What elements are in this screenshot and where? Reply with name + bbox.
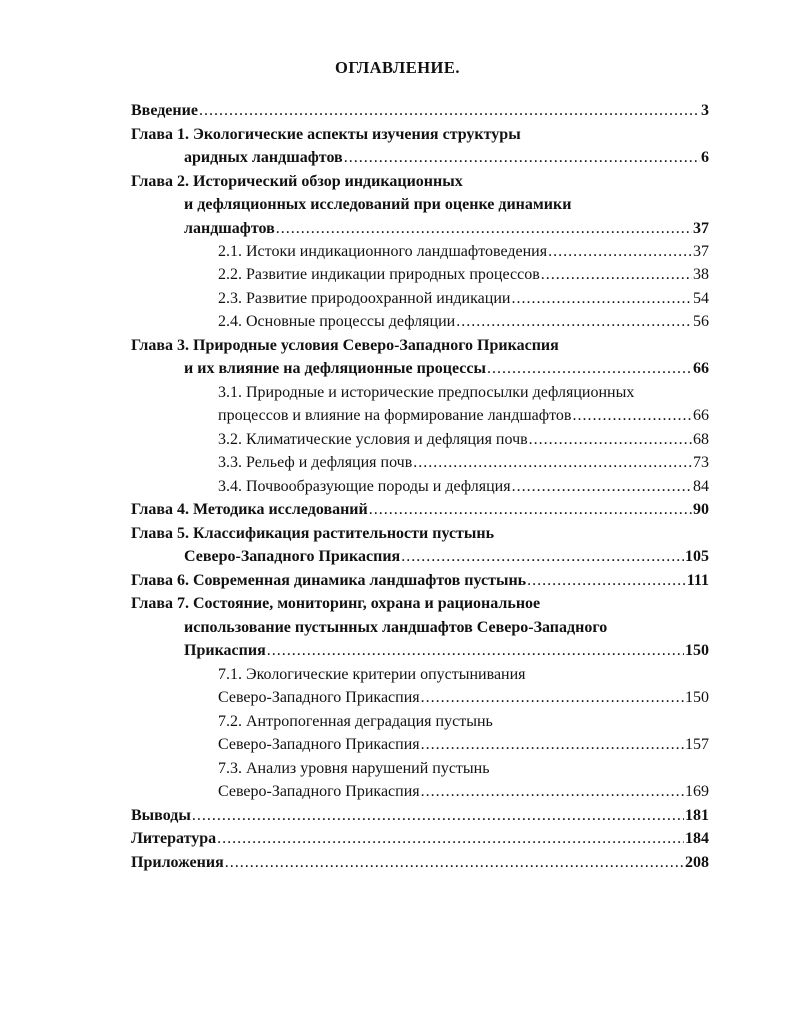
toc-page-number: 150 <box>685 642 709 659</box>
toc-entry-text: 2.1. Истоки индикационного ландшафтоведения <box>218 243 548 260</box>
toc-page-number: 73 <box>693 454 709 471</box>
leader-dots <box>548 241 692 263</box>
leader-dots <box>413 452 692 474</box>
toc-entry-chapter-7 <box>131 593 540 615</box>
toc-entry-text: 2.3. Развитие природоохранной индикации <box>218 290 511 307</box>
toc-entry-chapter-6 <box>131 570 709 592</box>
toc-entry-section-3-4 <box>218 476 709 498</box>
toc-entry-section-7-3-cont <box>218 781 709 803</box>
toc-entry-text: Северо-Западного Прикаспия <box>218 736 420 753</box>
toc-entry-section-3-1-cont <box>218 405 709 427</box>
leader-dots <box>529 429 692 451</box>
toc-page-number: 68 <box>693 431 709 448</box>
toc-entry-section-7-1-cont <box>218 687 709 709</box>
leader-dots <box>512 476 692 498</box>
toc-entry-text: Глава 5. Классификация растительности пустынь <box>131 525 495 542</box>
toc-page-number: 111 <box>686 572 709 589</box>
toc-entry-chapter-2-cont <box>184 194 571 216</box>
page-title: ОГЛАВЛЕНИЕ. <box>334 58 461 77</box>
toc-entry-section-2-1 <box>218 241 709 263</box>
leader-dots <box>456 311 692 333</box>
leader-dots <box>401 546 684 568</box>
toc-page-number: 150 <box>685 689 709 706</box>
toc-entry-text: 3.2. Климатические условия и дефляция почв <box>218 431 528 448</box>
toc-entry-chapter-2 <box>131 171 463 193</box>
toc-page-number: 37 <box>693 220 709 237</box>
toc-entry-text: 7.3. Анализ уровня нарушений пустынь <box>218 760 490 777</box>
toc-entry-text: ландшафтов <box>184 220 275 237</box>
toc-entry-text: использование пустынных ландшафтов Северо-Западного <box>184 619 608 636</box>
toc-entry-text: Приложения <box>131 854 224 871</box>
toc-entry-introduction <box>131 100 709 122</box>
toc-entry-chapter-1 <box>131 124 521 146</box>
leader-dots <box>572 405 692 427</box>
toc-entry-text: 3.3. Рельеф и дефляция почв <box>218 454 413 471</box>
toc-page-number: 37 <box>693 243 709 260</box>
toc-entry-chapter-7-cont <box>184 640 709 662</box>
toc-page-number: 169 <box>685 783 709 800</box>
toc-entry-chapter-7-cont <box>184 617 607 639</box>
leader-dots <box>421 734 684 756</box>
leader-dots <box>344 147 700 169</box>
toc-entry-section-7-1 <box>218 664 526 686</box>
toc-entry-text: 2.4. Основные процессы дефляции <box>218 313 456 330</box>
toc-entry-chapter-5-cont <box>184 546 709 568</box>
toc-entry-text: аридных ландшафтов <box>184 149 343 166</box>
leader-dots <box>217 828 684 850</box>
toc-entry-text: 3.4. Почвообразующие породы и дефляция <box>218 478 511 495</box>
toc-entry-appendices <box>131 852 709 874</box>
toc-page-number: 84 <box>693 478 709 495</box>
toc-entry-text: Введение <box>131 102 198 119</box>
toc-page-number: 157 <box>685 736 709 753</box>
leader-dots <box>225 852 684 874</box>
toc-entry-references <box>131 828 709 850</box>
toc-page-number: 66 <box>693 360 709 377</box>
toc-entry-section-3-3 <box>218 452 709 474</box>
toc-entry-text: 3.1. Природные и исторические предпосылки дефляционных <box>218 384 635 401</box>
toc-entry-section-2-2 <box>218 264 709 286</box>
toc-page-number: 184 <box>685 830 709 847</box>
toc-entry-chapter-3 <box>131 335 559 357</box>
toc-entry-section-3-1 <box>218 382 634 404</box>
toc-entry-section-7-3 <box>218 758 490 780</box>
toc-entry-conclusions <box>131 805 709 827</box>
toc-page-number: 54 <box>693 290 709 307</box>
toc-page-number: 66 <box>693 407 709 424</box>
toc-entry-text: Глава 3. Природные условия Северо-Западного Прикаспия <box>131 337 559 354</box>
toc-page-number: 208 <box>685 854 709 871</box>
toc-entry-chapter-1-cont <box>184 147 709 169</box>
leader-dots <box>511 288 692 310</box>
leader-dots <box>369 499 692 521</box>
toc-entry-chapter-3-cont <box>184 358 709 380</box>
leader-dots <box>192 805 684 827</box>
toc-entry-text: Северо-Западного Прикаспия <box>218 689 420 706</box>
leader-dots <box>527 570 686 592</box>
toc-entry-chapter-5 <box>131 523 494 545</box>
toc-entry-section-7-2 <box>218 711 493 733</box>
toc-entry-text: и их влияние на дефляционные процессы <box>184 360 486 377</box>
toc-entry-section-2-3 <box>218 288 709 310</box>
toc-page-number: 105 <box>685 548 709 565</box>
toc-entry-text: Северо-Западного Прикаспия <box>218 783 420 800</box>
leader-dots <box>199 100 700 122</box>
leader-dots <box>421 687 684 709</box>
toc-entry-text: Глава 1. Экологические аспекты изучения структуры <box>131 126 521 143</box>
toc-entry-chapter-4 <box>131 499 709 521</box>
toc-entry-text: 7.2. Антропогенная деградация пустынь <box>218 713 493 730</box>
leader-dots <box>276 218 692 240</box>
toc-entry-section-3-2 <box>218 429 709 451</box>
toc-entry-text: 2.2. Развитие индикации природных процессов <box>218 266 540 283</box>
leader-dots <box>267 640 684 662</box>
toc-entry-text: Литература <box>131 830 217 847</box>
toc-entry-text: 7.1. Экологические критерии опустынивания <box>218 666 526 683</box>
toc-entry-text: и дефляционных исследований при оценке динамики <box>184 196 572 213</box>
toc-page-number: 56 <box>693 313 709 330</box>
toc-page-number: 3 <box>701 102 709 119</box>
toc-entry-section-7-2-cont <box>218 734 709 756</box>
toc-entry-text: Глава 2. Исторический обзор индикационных <box>131 173 463 190</box>
leader-dots <box>421 781 684 803</box>
leader-dots <box>541 264 692 286</box>
toc-entry-text: Глава 6. Современная динамика ландшафтов пустынь <box>131 572 527 589</box>
toc-page-number: 38 <box>693 266 709 283</box>
toc-entry-text: Глава 7. Состояние, мониторинг, охрана и рациональное <box>131 595 541 612</box>
toc-page-number: 181 <box>685 807 709 824</box>
toc-entry-section-2-4 <box>218 311 709 333</box>
toc-page-number: 6 <box>701 149 709 166</box>
toc-entry-text: процессов и влияние на формирование ландшафтов <box>218 407 572 424</box>
toc-page-number: 90 <box>693 501 709 518</box>
toc-entry-text: Выводы <box>131 807 191 824</box>
toc-entry-text: Северо-Западного Прикаспия <box>184 548 401 565</box>
toc-entry-text: Глава 4. Методика исследований <box>131 501 368 518</box>
toc-entry-text: Прикаспия <box>184 642 266 659</box>
leader-dots <box>487 358 692 380</box>
toc-entry-chapter-2-cont <box>184 218 709 240</box>
